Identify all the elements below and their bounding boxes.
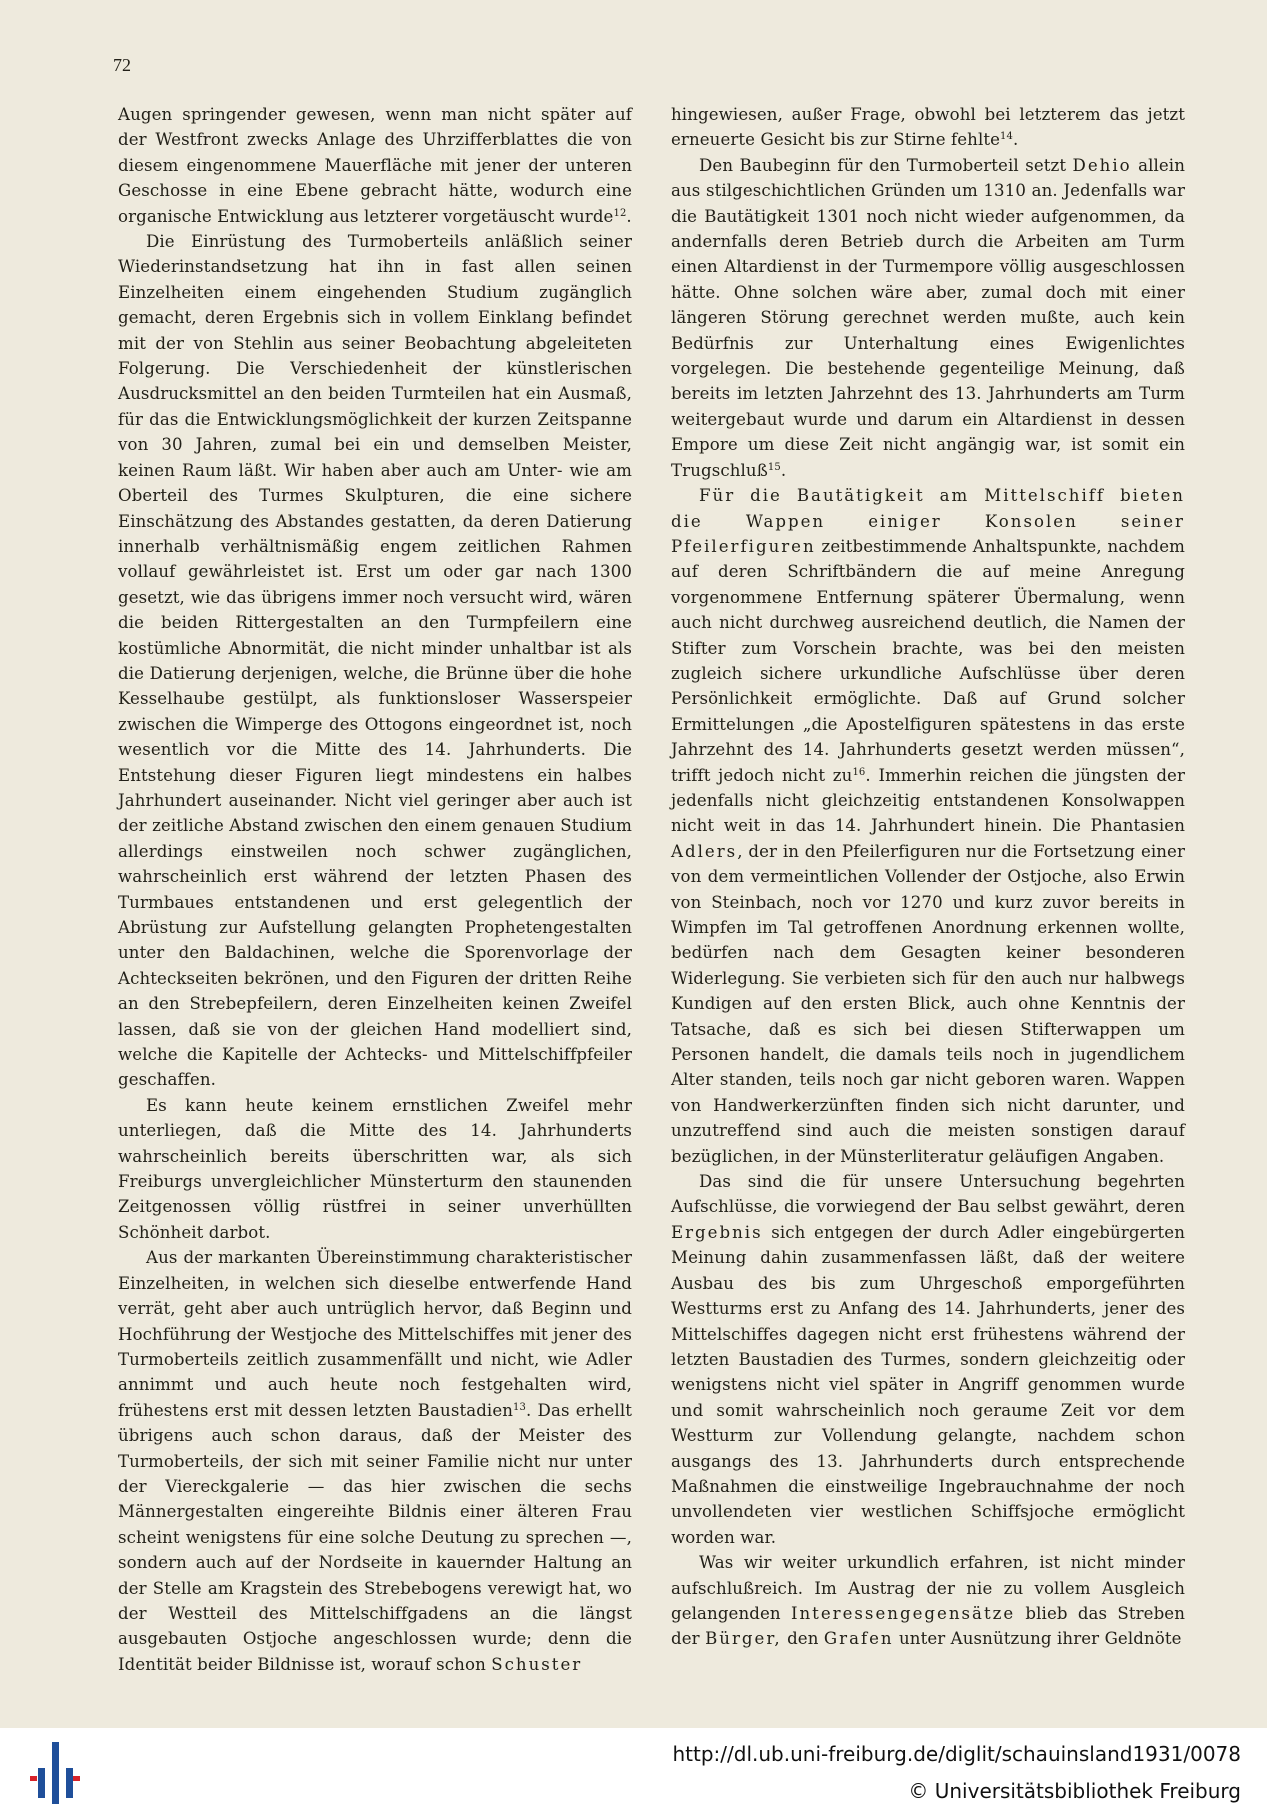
footnote-ref: 13 <box>513 1401 526 1413</box>
paragraph: Für die Bautätigkeit am Mittelschiff bieten die Wappen einiger Konsolen seiner Pfeilerfiguren zeitbestimmende Anhaltspunkte, nachdem auf deren Schriftbändern die auf meine Anregung vorgenommene Entfernung späterer Übermalung, wenn auch nicht durchweg ausreichend deutlich, die Namen der Stifter zum Vorschein brachte, was bei den meisten zugleich sichere urkundliche Aufschlüsse über deren Persönlichkeit ermöglichte. Daß auf Grund solcher Ermittelungen „die Apostelfiguren spätestens in das erste Jahrzehnt des 14. Jahrhunderts gesetzt werden müssen“, trifft jedoch nicht $zu^{16}$. Immerhin reichen die jüngsten der jedenfalls nicht gleichzeitig entstandenen Konsolwappen nicht weit in das 14. Jahrhundert hinein. Die Phantasien Adlers, der in den Pfeilerfiguren nur die Fortsetzung einer von dem vermeintlichen Vollender der Ostjoche, also Erwin von Steinbach, noch vor 1270 und kurz zuvor bereits in Wimpfen im Tal getroffenen Anordnung erkennen wollte, bedürfen nach dem Gesagten keiner besonderen Widerlegung. Sie verbieten sich für den auch nur halbwegs Kundigen auf den ersten Blick, auch ohne Kenntnis der Tatsache, daß es sich bei diesen Stifterwappen um Personen handelt, die damals teils noch in jugendlichem Alter standen, teils noch gar nicht geboren waren. Wappen von Handwerkerzünften finden sich nicht darunter, und unzutreffend sind auch die meisten sonstigen darauf bezüglichen, in der Münsterliteratur geläufigen Angaben. <box>671 486 1186 1166</box>
paragraph: Das sind die für unsere Untersuchung begehrten Aufschlüsse, die vorwiegend der Bau selbst gewährt, deren Ergebnis sich entgegen der durch Adler eingebürgerten Meinung dahin zusammenfassen läßt, daß der weitere Ausbau des bis zum Uhrgeschoß emporgeführten Westturms erst zu Anfang des 14. Jahrhunderts, jener des Mittelschiffes dagegen nicht erst frühestens während der letzten Baustadien des Turmes, sondern gleichzeitig oder wenigstens nicht viel später in Angriff genommen wurde und somit wahrscheinlich noch geraume Zeit vor dem Westturm zur Vollendung gelangte, nachdem schon ausgangs des 13. Jahrhunderts durch entsprechende Maßnahmen die einstweilige Ingebrauchnahme der noch unvollendeten vier westlichen Schiffsjoche ermöglicht worden war. <box>671 1172 1186 1547</box>
paragraph: Was wir weiter urkundlich erfahren, ist nicht minder aufschlußreich. Im Austrag der nie zu vollem Ausgleich gelangenden Interessengegensätze blieb das Streben der Bürger, den Grafen unter Ausnützung ihrer Geldnöte <box>671 1553 1185 1649</box>
page-number: 72 <box>113 55 131 75</box>
paragraph: Es kann heute keinem ernstlichen Zweifel mehr unterliegen, daß die Mitte des 14. Jahrhunderts wahrscheinlich bereits überschritten war, als sich Freiburgs unvergleichlicher Münsterturm den staunenden Zeitgenossen völlig rüstfrei in seiner unverhüllten Schönheit darbot. <box>118 1095 632 1242</box>
paragraph: hingewiesen, außer Frage, obwohl bei letzterem das jetzt erneuerte Gesicht bis zur Stirne fehlte$^{14}$. <box>671 105 1185 150</box>
ub-freiburg-logo-icon <box>30 1738 80 1808</box>
right-text-column <box>671 102 1185 1652</box>
copyright-notice: © Universitätsbibliothek Freiburg <box>908 1779 1241 1803</box>
footnote-ref: 12 <box>613 207 627 219</box>
author-name: Schuster <box>491 1654 583 1674</box>
paragraph: Augen springender gewesen, wenn man nicht später auf der Westfront zwecks Anlage des Uhrzifferblattes die von diesem eingenommene Mauerfläche mit jener der unteren Geschosse in eine Ebene gebracht hätte, wodurch eine organische Entwicklung aus letzterer vorgetäuscht wurde$^{12}$. <box>118 105 632 226</box>
left-text-column <box>118 102 632 1677</box>
paragraph: Die Einrüstung des Turmoberteils anläßlich seiner Wiederinstandsetzung hat ihn in fast allen seinen Einzelheiten einem eingehenden Studium zugänglich gemacht, deren Ergebnis sich in vollem Einklang befindet mit der von Stehlin aus seiner Beobachtung abgeleiteten Folgerung. Die Verschiedenheit der künstlerischen Ausdrucksmittel an den beiden Turmteilen hat ein Ausmaß, für das die Entwicklungsmöglichkeit der kurzen Zeitspanne von 30 Jahren, zumal bei ein und demselben Meister, keinen Raum läßt. Wir haben aber auch am Unter- wie am Oberteil des Turmes Skulpturen, die eine sichere Einschätzung des Abstandes gestatten, da deren Datierung innerhalb verhältnismäßig engem zeitlichen Rahmen vollauf gewährleistet ist. Erst um oder gar nach 1300 gesetzt, wie das übrigens immer noch versucht wird, wären die beiden Rittergestalten an den Turmpfeilern eine kostümliche Abnormität, die nicht minder unhaltbar ist als die Datierung derjenigen, welche, die Brünne über die hohe Kesselhaube gestülpt, als funktionsloser Wasserspeier zwischen die Wimperge des Ottogons eingeordnet ist, noch wesentlich vor die Mitte des 14. Jahrhunderts. Die Entstehung dieser Figuren liegt mindestens ein halbes Jahrhundert auseinander. Nicht viel geringer aber auch ist der zeitliche Abstand zwischen den einem genauen Studium allerdings einstweilen noch schwer zugänglichen, wahrscheinlich erst während der letzten Phasen des Turmbaues entstandenen und erst gelegentlich der Abrüstung zur Aufstellung gelangten Prophetengestalten unter den Baldachinen, welche die Sporenvorlage der Achteckseiten bekrönen, und den Figuren der dritten Reihe an den Strebepfeilern, deren Einzelheiten keinen Zweifel lassen, daß sie von der gleichen Hand modelliert sind, welche die Kapitelle der Achtecks- und Mittelschiffpfeiler geschaffen. <box>118 232 632 1090</box>
paragraph: Den Baubeginn für den Turmoberteil setzt Dehio allein aus stilgeschichtlichen Gründen um 1310 an. Jedenfalls war die Bautätigkeit 1301 noch nicht wieder aufgenommen, da andernfalls deren Betrieb durch die Arbeiten am Turm einen Altardienst in der Turmempore völlig ausgeschlossen hätte. Ohne solchen wäre aber, zumal doch mit einer längeren Störung gerechnet werden mußte, auch kein Bedürfnis zur Unterhaltung eines Ewigenlichtes vorgelegen. Die bestehende gegenteilige Meinung, daß bereits im letzten Jahrzehnt des 13. Jahrhunderts am Turm weitergebaut wurde und darum ein Altardienst in dessen Empore um diese Zeit nicht angängig war, ist somit ein Trugschluß$^{15}$. <box>671 155 1185 480</box>
footnote-ref: 16 <box>852 766 866 778</box>
footnote-ref: 14 <box>1000 131 1013 143</box>
library-footer <box>0 1728 1267 1817</box>
footnote-ref: 15 <box>767 461 781 473</box>
paragraph: Aus der markanten Übereinstimmung charakteristischer Einzelheiten, in welchen sich dieselbe entwerfende Hand verrät, geht aber auch untrüglich hervor, daß Beginn und Hochführung der Westjoche des Mittelschiffes mit jener des Turmoberteils zeitlich zusammenfällt und nicht, wie Adler annimmt und auch heute noch festgehalten wird, frühestens erst mit dessen letzten Baustadien$^{13}$. Das erhellt übrigens auch schon daraus, daß der Meister des Turmoberteils, der sich mit seiner Familie nicht nur unter der Viereckgalerie — das hier zwischen die sechs Männergestalten eingereihte Bildnis einer älteren Frau scheint wenigstens für eine solche Deutung zu sprechen —, sondern auch auf der Nordseite in kauernder Haltung an der Stelle am Kragstein des Strebebogens verewigt hat, wo der Westteil des Mittelschiffgadens an die längst ausgebauten Ostjoche angeschlossen wurde; denn die Identität beider Bildnisse ist, worauf schon Schuster <box>118 1248 632 1674</box>
author-name: Adlers <box>671 841 738 861</box>
author-name: Dehio <box>1072 155 1132 175</box>
source-url-link[interactable]: http://dl.ub.uni-freiburg.de/diglit/schauinsland1931/0078 <box>672 1742 1241 1766</box>
